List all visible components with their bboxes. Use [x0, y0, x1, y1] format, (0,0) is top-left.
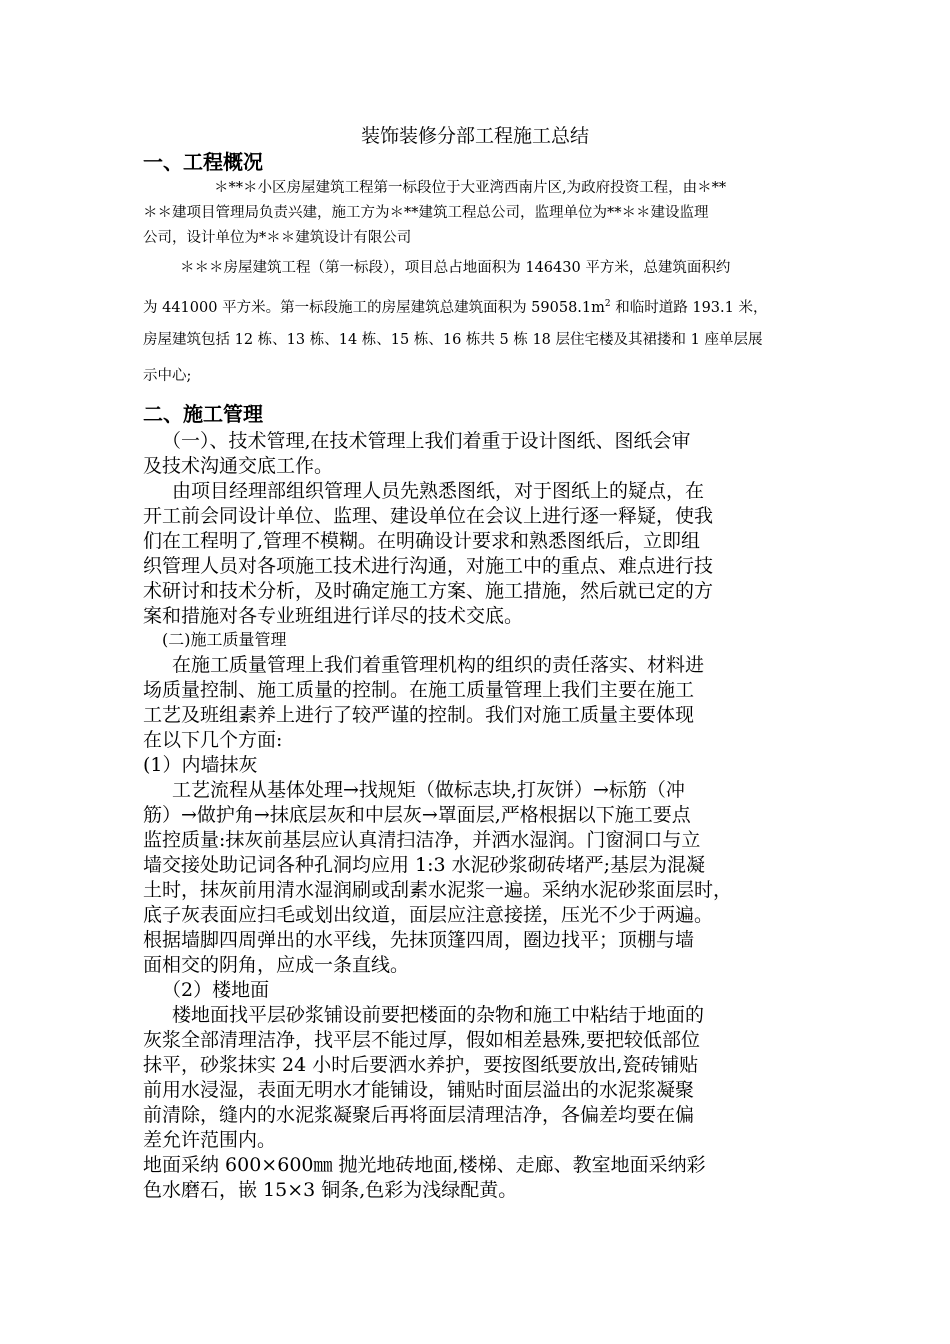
subheading-floor: （2）楼地面 [162, 979, 270, 1001]
text-line: 土时，抹灰前用清水湿润刷或刮素水泥浆一遍。采纳水泥砂浆面层时， [143, 879, 733, 901]
text-line: 开工前会同设计单位、监理、建设单位在会议上进行逐一释疑，使我 [143, 505, 714, 527]
text-line: 及技术沟通交底工作。 [143, 455, 334, 477]
text-line: 色水磨石，嵌 15×3 铜条,色彩为浅绿配黄。 [143, 1179, 518, 1201]
text-line: 术研讨和技术分析，及时确定施工方案、施工措施，然后就已定的方 [143, 580, 714, 602]
text-line: 差允许范围内。 [143, 1129, 277, 1151]
text-line: 抹平，砂浆抹实 24 小时后要洒水养护，要按图纸要放出,瓷砖铺贴 [143, 1054, 699, 1076]
text-line: （一）、技术管理,在技术管理上我们着重于设计图纸、图纸会审 [162, 430, 691, 452]
text-line: 公司，设计单位为*＊＊建筑设计有限公司 [143, 230, 412, 246]
text-line: ＊**＊小区房屋建筑工程第一标段位于大亚湾西南片区,为政府投资工程，由＊** [214, 180, 727, 196]
text-line: 墙交接处助记词各种孔洞均应用 1:3 水泥砂浆砌砖堵严;基层为混凝 [143, 854, 706, 876]
text-line: 监控质量:抹灰前基层应认真清扫洁净，并洒水湿润。门窗洞口与立 [143, 829, 701, 851]
text-line: 底子灰表面应扫毛或划出纹道，面层应注意接搓，压光不少于两遍。 [143, 904, 714, 926]
text-line: 工艺及班组素养上进行了较严谨的控制。我们对施工质量主要体现 [143, 704, 695, 726]
text-line: 们在工程明了,管理不模糊。在明确设计要求和熟悉图纸后，立即组 [143, 530, 701, 552]
text-line: 筋）→做护角→抹底层灰和中层灰→罩面层,严格根据以下施工要点 [143, 804, 691, 826]
text-line: 前清除，缝内的水泥浆凝聚后再将面层清理洁净，各偏差均要在偏 [143, 1104, 695, 1126]
text-line: 根据墙脚四周弹出的水平线，先抹顶篷四周，圈边找平；顶棚与墙 [143, 929, 695, 951]
text-line: 示中心; [143, 368, 192, 384]
text-line: 织管理人员对各项施工技术进行沟通，对施工中的重点、难点进行技 [143, 555, 714, 577]
text-line: 前用水浸湿，表面无明水才能铺设，铺贴时面层溢出的水泥浆凝聚 [143, 1079, 695, 1101]
text-line: 面相交的阴角，应成一条直线。 [143, 954, 410, 976]
subheading-wall: (1）内墙抹灰 [143, 754, 258, 776]
text-line: 为 441000 平方米。第一标段施工的房屋建筑总建筑面积为 $59058.1m^2$ 和临时道路 193.1 米， [143, 299, 768, 316]
subheading-quality: (二)施工质量管理 [162, 630, 287, 649]
section-heading-management: 二、施工管理 [143, 402, 263, 426]
text-line: 房屋建筑包括 12 栋、13 栋、14 栋、15 栋、16 栋共 5 栋 18 层住宅楼及其裙搂和 1 座单层展 [143, 332, 763, 348]
section-heading-overview: 一、工程概况 [143, 150, 263, 174]
text-line: 在以下几个方面: [143, 729, 283, 751]
text-line: 工艺流程从基体处理→找规矩（做标志块,打灰饼）→标筋（冲 [172, 779, 685, 801]
text-line: 楼地面找平层砂浆铺设前要把楼面的杂物和施工中粘结于地面的 [172, 1004, 705, 1026]
document-title: 装饰装修分部工程施工总结 [360, 125, 589, 147]
text-line: ＊＊＊房屋建筑工程（第一标段），项目总占地面积为 146430 平方米，总建筑面积约 [180, 260, 731, 276]
text-line: 地面采纳 600×600㎜ 抛光地砖地面,楼梯、走廊、教室地面采纳彩 [143, 1154, 706, 1176]
text-line: 在施工质量管理上我们着重管理机构的组织的责任落实、材料进 [172, 654, 705, 676]
text-line: ＊＊建项目管理局负责兴建，施工方为＊**建筑工程总公司，监理单位为**＊＊建设监理 [143, 205, 709, 221]
text-line: 灰浆全部清理洁净，找平层不能过厚，假如相差悬殊,要把较低部位 [143, 1029, 701, 1051]
text-line: 案和措施对各专业班组进行详尽的技术交底。 [143, 605, 524, 627]
text-line: 场质量控制、施工质量的控制。在施工质量管理上我们主要在施工 [143, 679, 695, 701]
text-line: 由项目经理部组织管理人员先熟悉图纸，对于图纸上的疑点，在 [172, 480, 705, 502]
